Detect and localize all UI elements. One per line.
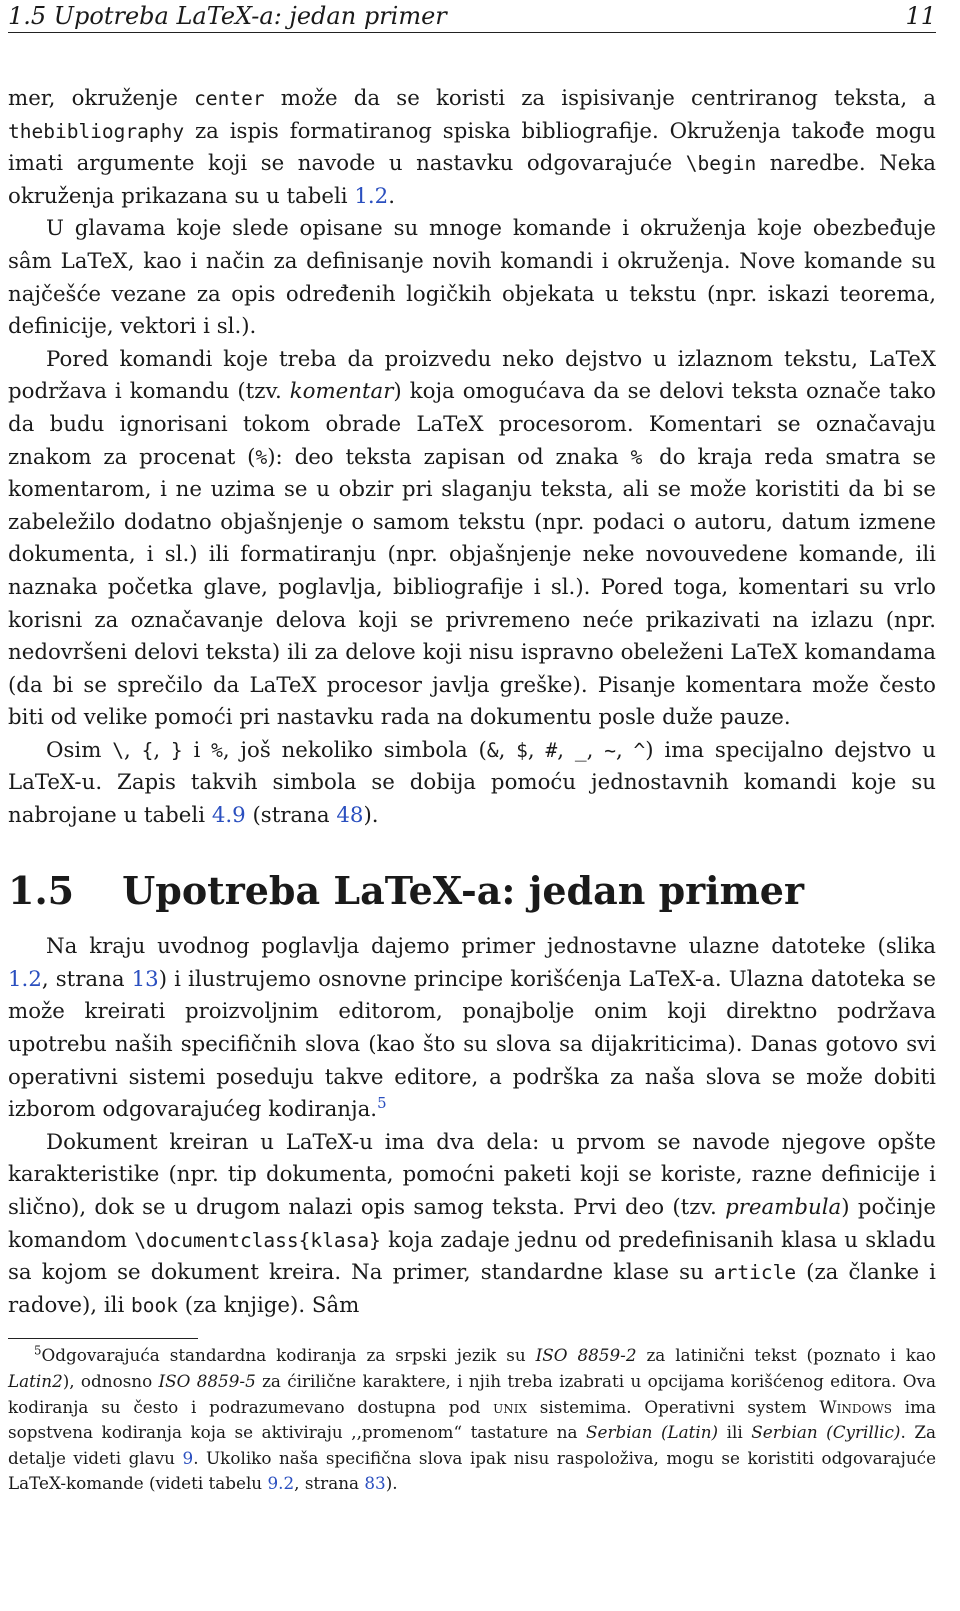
ref-page-48[interactable]: 48	[336, 803, 364, 829]
footnote-ref-5[interactable]: 5	[377, 1094, 387, 1113]
latex-logo: LaTeX	[8, 1473, 61, 1494]
code-caret: ^	[633, 738, 646, 762]
code-tilde: ~	[604, 738, 616, 762]
windows-smallcaps: Windows	[819, 1396, 892, 1417]
footnote-5: $^5$Odgovarajuća standardna kodiranja za srpski jezik su ISO 8859-2 za latinični tekst (poznato i kao Latin2), odnosno ISO 8859-5 za ćirilične karaktere, i njih treba izabrati u opcijama korišćenog editora. Ova kodiranja su često i podrazumevano dostupna pod unix sistemima. Operativni system Windows ima sopstvena kodiranja koja se aktiviraju ,,promenom“ tastature na Serbian (Latin) ili Serbian (Cyrillic). Za detalje videti glavu 9. Ukoliko naša specifična slova ipak nisu raspoloživa, mogu se koristiti odgovarajuće LaTeX-komande (videti tabelu 9.2, strana 83).	[8, 1343, 937, 1494]
ref-page-13[interactable]: 13	[131, 966, 159, 992]
running-head	[8, 0, 936, 33]
paragraph-4: Osim \, {, } i %, još nekoliko simbola (&, $, #, _, ~, ^) ima specijalno dejstvo u LaTeX-u. Zapis takvih simbola se dobija pomoću jednostavnih komandi koje su nabrojane u tabeli 4.9 (strana 48).	[8, 737, 937, 829]
code-book: book	[131, 1293, 178, 1317]
running-head-title: 1.5 Upotreba LaTeX-a: jedan primer	[8, 2, 447, 30]
code-documentclass: \documentclass{klasa}	[134, 1228, 381, 1252]
paragraph-2: U glavama koje slede opisane su mnoge komande i okruženja koje obezbeđuje sâm LaTeX, kao i način za definisanje novih komandi i okruženja. Nove komande su najčešće vezane za opis određenih logičkih objekata u tekstu (npr. iskazi teorema, definicije, vektori i sl.).	[8, 216, 936, 340]
ref-table-1-2[interactable]: 1.2	[354, 183, 389, 209]
latex-logo: LaTeX	[8, 770, 75, 796]
paragraph-1: mer, okruženje center može da se koristi za ispisivanje centriranog teksta, a thebibliography za ispis formatiranog spiska bibliografije. Okruženja takođe mogu imati argumente koji se navode u nastavku odgovarajuće \begin naredbe. Neka okruženja prikazana su u tabeli 1.2.	[8, 86, 936, 209]
main-text	[8, 83, 936, 1322]
code-dollar: $	[516, 738, 528, 762]
latex-logo: LaTeX	[333, 867, 461, 913]
term-komentar: komentar	[289, 379, 394, 405]
code-lbrace: {	[141, 738, 154, 762]
code-center: center	[194, 87, 265, 110]
latex-logo: LaTeX	[249, 672, 317, 698]
latex-logo: LaTeX	[628, 966, 695, 992]
code-underscore: _	[574, 738, 587, 762]
latex-logo: LaTeX	[416, 411, 484, 437]
ref-table-4-9[interactable]: 4.9	[211, 803, 246, 829]
term-preambula: preambula	[725, 1195, 842, 1220]
unix-smallcaps: unix	[493, 1396, 527, 1417]
latex-logo: LaTeX	[285, 1129, 353, 1155]
latex-logo: LaTeX	[868, 346, 936, 372]
ref-page-83[interactable]: 83	[364, 1473, 386, 1494]
paragraph-5: Na kraju uvodnog poglavlja dajemo primer jednostavne ulazne datoteke (slika 1.2, strana 13) i ilustrujemo osnovne principe korišćenja LaTeX-a. Ulazna datoteka se može kreirati proizvoljnim editorom, ponajbolje onim koji direktno podržava upotrebu naših specifičnih slova (kao što su slova sa dijakriticima). Danas gotovo svi operativni sistemi poseduju takve editore, a podrška za naša slova se može dobiti izborom odgovarajućeg kodiranja.$^5$	[8, 934, 936, 1123]
paragraph-6: Dokument kreiran u LaTeX-u ima dva dela: u prvom se navode njegove opšte karakteristike (npr. tip dokumenta, pomoćni paketi koji se koriste, razne definicije i slično), dok se u drugom nalazi opis samog teksta. Prvi deo (tzv. preambula) počinje komandom \documentclass{klasa} koja zadaje jednu od predefinisanih klasa u skladu sa kojom se dokument kreira. Na primer, standardne klase su article (za članke i radove), ili book (za knjige). Sâm	[8, 1129, 936, 1318]
section-heading	[8, 867, 936, 913]
code-begin: \begin	[685, 152, 757, 176]
ref-figure-1-2[interactable]: 1.2	[8, 966, 42, 992]
paragraph-3: Pored komandi koje treba da proizvedu neko dejstvo u izlaznom tekstu, LaTeX podržava i komandu (tzv. komentar) koja omogućava da se delovi teksta označe tako da budu ignorisani tokom obrade LaTeX procesorom. Komentari se označavaju znakom za procenat (%): deo teksta zapisan od znaka % do kraja reda smatra se komentarom, i ne uzima se u obzir pri slaganju teksta, ali se može koristiti da bi se zabeležilo dodatno objašnjenje o samom tekstu (npr. podaci o autoru, datum izmene dokumenta, i sl.) ili formatiranju (npr. objašnjenje neke novouvedene komande, ili naznaka početka glave, poglavlja, bibliografije i sl.). Pored toga, komentari su vrlo korisni za označavanje delova koji se privremeno neće prikazivati na izlazu (npr. nedovršeni delovi teksta) ili za delove koji nisu ispravno obeleženi LaTeX komandama (da bi se sprečilo da LaTeX procesor javlja greške). Pisanje komentara može često biti od velike pomoći pri nastavku rada na dokumentu posle duže pauze.	[8, 346, 937, 731]
ref-chapter-9[interactable]: 9	[182, 1447, 194, 1468]
page-number: 11	[905, 2, 936, 30]
code-rbrace: }	[170, 738, 183, 762]
latex-logo: LaTeX	[730, 640, 798, 666]
code-ampersand: &	[486, 738, 499, 762]
code-backslash: \	[112, 738, 124, 762]
footnote-rule	[8, 1338, 198, 1339]
footnote-mark: 5	[34, 1343, 42, 1358]
code-percent: %	[255, 445, 268, 469]
code-percent: %	[211, 738, 223, 762]
section-title: Upotreba LaTeX-a: jedan primer	[122, 867, 804, 913]
ref-table-9-2[interactable]: 9.2	[267, 1473, 295, 1494]
code-thebibliography: thebibliography	[8, 119, 185, 143]
section-number: 1.5	[8, 867, 75, 913]
latex-logo: LaTeX	[60, 248, 128, 274]
code-percent-glyph: %	[630, 445, 660, 469]
code-article: article	[713, 1261, 797, 1285]
code-hash: #	[545, 738, 558, 762]
